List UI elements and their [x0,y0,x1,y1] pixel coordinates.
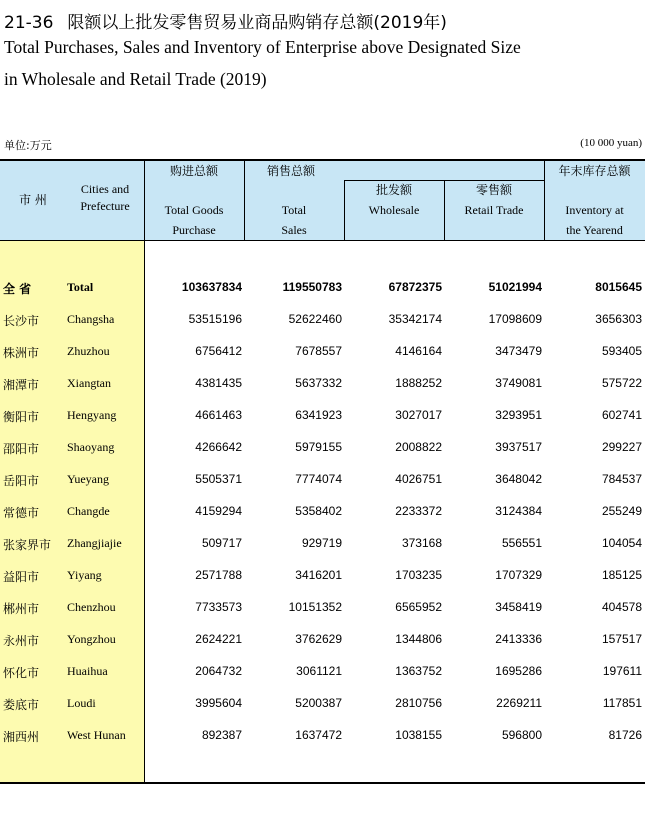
row-city-cn: 怀化市 [3,666,40,680]
header-city-en-line2: Prefecture [80,199,130,213]
row-retail: 1695286 [495,664,542,678]
row-sales: 1637472 [295,728,342,742]
row-retail: 17098609 [488,312,542,326]
row-inventory: 157517 [601,632,642,646]
row-city-en: Shaoyang [67,440,115,454]
row-sales: 929719 [301,536,342,550]
unit-label-english: (10 000 yuan) [580,137,642,149]
row-retail: 1707329 [495,568,542,582]
header-purchase-en [144,200,244,240]
table-row [0,432,645,464]
row-city-cn: 娄底市 [3,698,40,712]
row-inventory: 784537 [601,472,642,486]
row-city-cn: 郴州市 [3,602,40,616]
header-inventory-en-line1: Inventory at [565,203,624,217]
table-row [0,304,645,336]
table-row [0,496,645,528]
header-purchase-en-line2: Purchase [172,223,216,237]
header-sales-en [244,200,344,240]
row-city-cn: 全 省 [3,282,32,296]
row-city-en: Total [67,280,94,294]
row-retail: 3473479 [495,344,542,358]
row-city-cn: 永州市 [3,634,40,648]
row-wholesale: 1363752 [395,664,442,678]
row-wholesale: 3027017 [395,408,442,422]
row-purchase: 4266642 [195,440,242,454]
row-purchase: 892387 [201,728,242,742]
table-row [0,656,645,688]
row-city-cn: 邵阳市 [3,442,40,456]
row-inventory: 593405 [601,344,642,358]
header-inventory-en-line2: the Yearend [566,223,623,237]
table-title-english-line1: Total Purchases, Sales and Inventory of Enterprise above Designated Size [4,37,521,57]
row-city-en: Chenzhou [67,600,116,614]
row-purchase: 103637834 [181,280,242,294]
table-row [0,592,645,624]
row-purchase: 7733573 [195,600,242,614]
row-retail: 3937517 [495,440,542,454]
row-wholesale: 6565952 [395,600,442,614]
row-wholesale: 4146164 [395,344,442,358]
header-purchase-en-line1: Total Goods [164,203,224,217]
row-inventory: 81726 [608,728,642,742]
row-wholesale: 1344806 [395,632,442,646]
row-inventory: 117851 [602,696,642,710]
row-inventory: 104054 [601,536,642,550]
row-purchase: 4159294 [195,504,242,518]
header-wholesale-en: Wholesale [368,203,420,217]
row-purchase: 4381435 [195,376,242,390]
row-sales: 3061121 [296,664,342,678]
row-purchase: 2571788 [195,568,242,582]
row-wholesale: 67872375 [388,280,442,294]
row-sales: 5358402 [295,504,342,518]
row-sales: 5979155 [295,440,342,454]
row-city-cn: 岳阳市 [3,474,40,488]
row-city-en: Zhangjiajie [67,536,122,550]
table-row [0,720,645,752]
row-city-en: Yongzhou [67,632,116,646]
table-header-rule [0,240,645,241]
row-inventory: 197611 [602,664,642,678]
row-sales: 7678557 [295,344,342,358]
row-city-cn: 湘潭市 [3,378,40,392]
row-wholesale: 1703235 [395,568,442,582]
row-wholesale: 1038155 [395,728,442,742]
title-chinese-text: 限额以上批发零售贸易业商品购销存总额(2019年) [67,13,447,33]
table-row [0,464,645,496]
header-wholesale-cn: 批发额 [375,183,412,197]
row-retail: 2269211 [496,696,542,710]
row-purchase: 2624221 [195,632,242,646]
row-city-cn: 常德市 [3,506,40,520]
row-purchase: 2064732 [195,664,242,678]
row-wholesale: 2008822 [395,440,442,454]
row-sales: 5200387 [295,696,342,710]
row-sales: 52622460 [288,312,342,326]
row-city-en: Huaihua [67,664,108,678]
row-retail: 3124384 [495,504,542,518]
row-inventory: 8015645 [595,280,642,294]
header-retail-cn: 零售额 [475,183,512,197]
header-inventory-cn: 年末库存总额 [558,164,631,178]
row-retail: 3458419 [495,600,542,614]
header-purchase-cn: 购进总额 [169,164,218,178]
row-sales: 10151352 [288,600,342,614]
row-city-en: Changde [67,504,110,518]
row-city-cn: 株洲市 [3,346,40,360]
row-wholesale: 35342174 [388,312,442,326]
header-sales-cn: 销售总额 [267,164,316,178]
row-sales: 3762629 [295,632,342,646]
row-inventory: 575722 [601,376,642,390]
header-retail-en: Retail Trade [464,203,524,217]
table-row [0,400,645,432]
row-sales: 7774074 [295,472,342,486]
row-wholesale: 4026751 [395,472,442,486]
row-city-en: West Hunan [67,728,126,742]
row-sales: 6341923 [295,408,342,422]
row-sales: 119550783 [282,280,342,294]
row-inventory: 3656303 [595,312,642,326]
table-number: 21-36 [4,13,54,33]
row-purchase: 6756412 [195,344,242,358]
row-inventory: 185125 [601,568,642,582]
row-city-cn: 湘西州 [3,730,40,744]
row-wholesale: 1888252 [395,376,442,390]
header-sales-en-line1: Total [281,203,307,217]
row-sales: 3416201 [295,568,342,582]
table-row [0,560,645,592]
table-row [0,336,645,368]
row-retail: 51021994 [488,280,542,294]
row-purchase: 53515196 [188,312,242,326]
row-wholesale: 373168 [401,536,442,550]
row-purchase: 5505371 [195,472,242,486]
row-city-cn: 长沙市 [3,314,40,328]
row-city-en: Yiyang [67,568,102,582]
row-purchase: 3995604 [195,696,242,710]
row-wholesale: 2810756 [395,696,442,710]
row-city-cn: 益阳市 [3,570,40,584]
row-sales: 5637332 [295,376,342,390]
header-inventory-en [544,200,645,240]
row-city-cn: 衡阳市 [3,410,40,424]
row-retail: 3293951 [495,408,542,422]
row-purchase: 4661463 [195,408,242,422]
data-table [0,159,645,784]
row-inventory: 255249 [601,504,642,518]
row-inventory: 404578 [601,600,642,614]
row-city-en: Loudi [67,696,96,710]
table-row [0,624,645,656]
table-title-chinese [4,8,447,33]
header-city-en-line1: Cities and [80,182,130,196]
row-retail: 2413336 [495,632,542,646]
row-retail: 3648042 [495,472,542,486]
row-city-en: Hengyang [67,408,117,422]
table-row [0,368,645,400]
row-retail: 556551 [501,536,542,550]
unit-label-chinese: 单位:万元 [4,139,52,152]
row-wholesale: 2233372 [395,504,442,518]
row-city-en: Yueyang [67,472,109,486]
row-city-cn: 张家界市 [3,538,52,552]
row-purchase: 509717 [201,536,242,550]
row-retail: 596800 [501,728,542,742]
header-sales-en-line2: Sales [281,223,307,237]
table-row [0,528,645,560]
header-city-en [66,181,144,215]
row-retail: 3749081 [495,376,542,390]
row-city-en: Changsha [67,312,115,326]
header-city-cn: 市 州 [19,193,47,207]
table-bottom-rule [0,782,645,784]
table-row-total [0,272,645,304]
row-city-en: Xiangtan [67,376,111,390]
row-inventory: 299227 [601,440,642,454]
row-inventory: 602741 [601,408,642,422]
row-city-en: Zhuzhou [67,344,110,358]
table-title-english-line2: in Wholesale and Retail Trade (2019) [4,69,267,89]
table-row [0,688,645,720]
